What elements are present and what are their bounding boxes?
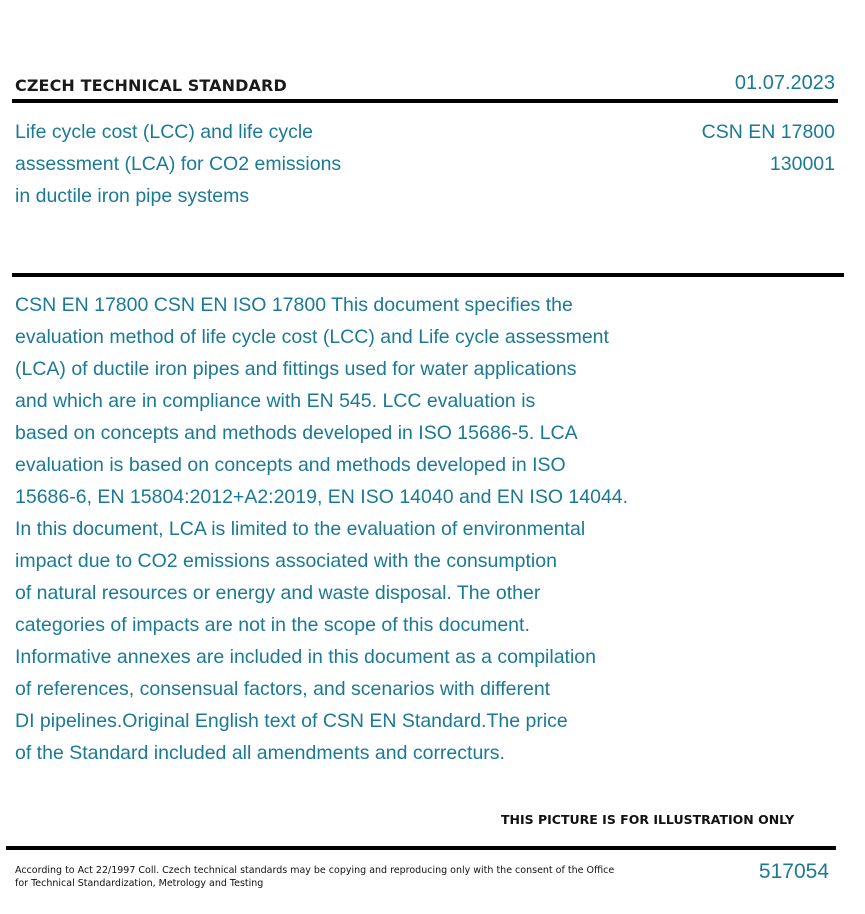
illustration-note: THIS PICTURE IS FOR ILLUSTRATION ONLY: [501, 812, 795, 827]
document-number: 517054: [758, 860, 829, 883]
standard-title: Life cycle cost (LCC) and life cycle assessment (LCA) for CO2 emissions in ductile iron pipe systems: [15, 121, 342, 207]
publication-date: 01.07.2023: [734, 72, 835, 94]
classification-code: 130001: [769, 153, 835, 175]
legal-notice: According to Act 22/1997 Coll. Czech technical standards may be copying and reproducing only with the consent of the Office for Technical Standardization, Metrology and Testing: [15, 865, 615, 889]
header-label: CZECH TECHNICAL STANDARD: [15, 76, 287, 95]
section-rule: [12, 273, 844, 277]
footer-rule: [6, 846, 836, 850]
standard-description: CSN EN 17800 CSN EN ISO 17800 This document specifies the evaluation method of life cycle cost (LCC) and Life cycle assessment (LCA) of ductile iron pipes and fittings used for water applications and which are in compliance with EN 545. LCC evaluation is based on concepts and methods developed in ISO 15686-5. LCA evaluation is based on concepts and methods developed in ISO 15686-6, EN 15804:2012+A2:2019, EN ISO 14040 and EN ISO 14044. In this document, LCA is limited to the evaluation of environmental impact due to CO2 emissions associated with the consumption of natural resources or energy and waste disposal. The other categories of impacts are not in the scope of this document. Informative annexes are included in this document as a compilation of references, consensual factors, and scenarios with different DI pipelines.Original English text of CSN EN Standard.The price of the Standard included all amendments and correcturs.: [15, 294, 629, 764]
header-rule: [12, 99, 838, 103]
standard-codes: [702, 116, 835, 180]
standard-code: CSN EN 17800: [701, 121, 835, 143]
